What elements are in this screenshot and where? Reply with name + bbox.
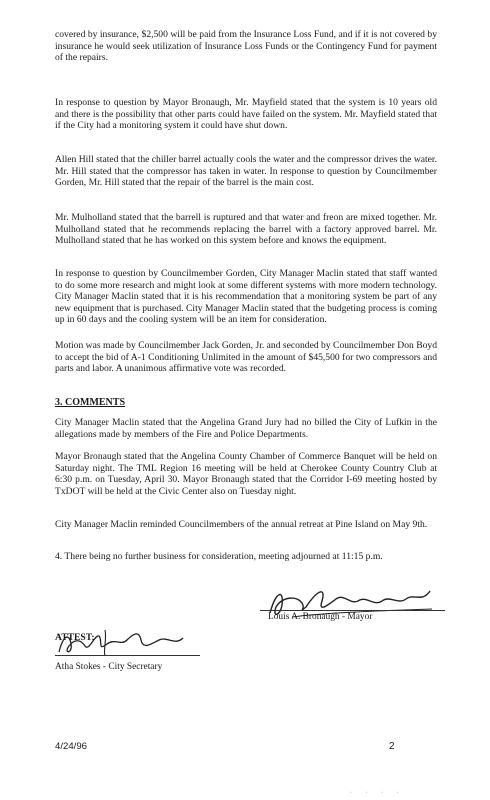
paragraph-system-age: In response to question by Mayor Bronaugh, Mr. Mayfield stated that the system is 10 years old and there is the possibility that other parts could have failed on the system. Mr. Mayfield stated that if the City had a monitoring system it could have shut down. — [55, 97, 437, 132]
attest-label: ATTEST: — [55, 632, 95, 643]
paragraph-mulholland: Mr. Mulholland stated that the barrell is ruptured and that water and freon are mixed together. Mr. Mulholland stated that he recommends replacing the barrel with a factory approved barrel. Mr. Mulholland stated that he has worked on this system before and knows the equipment. — [55, 212, 437, 247]
section-heading-comments: 3. COMMENTS — [55, 397, 125, 408]
mayor-signature-line — [260, 610, 445, 611]
paragraph-grand-jury: City Manager Maclin stated that the Angelina Grand Jury had no billed the City of Lufkin in the allegations made by members of the Fire and Police Departments. — [55, 417, 437, 440]
paragraph-adjourn: 4. There being no further business for consideration, meeting adjourned at 11:15 p.m. — [55, 551, 383, 562]
paragraph-motion: Motion was made by Councilmember Jack Gorden, Jr. and seconded by Councilmember Don Boyd to accept the bid of A-1 Conditioning Unlimited in the amount of $45,500 for two compressors and parts and labor. A unanimous affirmative vote was recorded. — [55, 340, 437, 375]
paragraph-allen-hill: Allen Hill stated that the chiller barrel actually cools the water and the compressor drives the water. Mr. Hill stated that the compressor has taken in water. In response to question by Councilmember Gorden, Mr. Hill stated that the repair of the barrel is the main cost. — [55, 154, 437, 189]
footer-page-number: 2 — [389, 741, 395, 752]
scan-specks: · · · · — [350, 790, 405, 796]
paragraph-maclin-research: In response to question by Councilmember Gorden, City Manager Maclin stated that staff wanted to do some more research and might look at some different systems with more modern technology. City Manager Maclin stated that it is his recommendation that a monitoring system be part of any new equipment that is purchased. City Manager Maclin stated that the budgeting process is coming up in 60 days and the cooling system will be an item for consideration. — [55, 268, 437, 326]
footer-date: 4/24/96 — [55, 741, 88, 752]
secretary-name: Atha Stokes - City Secretary — [55, 662, 163, 672]
paragraph-events: Mayor Bronaugh stated that the Angelina County Chamber of Commerce Banquet will be held on Saturday night. The TML Region 16 meeting will be held at Cherokee County Country Club at 6:30 p.m. on Tuesday, April 30. Mayor Bronaugh stated that the Corridor I-69 meeting hosted by TxDOT will be held at the Civic Center also on Tuesday night. — [55, 451, 437, 497]
paragraph-retreat: City Manager Maclin reminded Councilmembers of the annual retreat at Pine Island on May 9th. — [55, 519, 428, 530]
mayor-name: Louis A. Bronaugh - Mayor — [268, 612, 373, 622]
paragraph-insurance: covered by insurance, $2,500 will be paid from the Insurance Loss Fund, and if it is not covered by insurance he would seek utilization of Insurance Loss Funds or the Contingency Fund for payment of the repairs. — [55, 29, 437, 64]
secretary-signature-line — [55, 655, 200, 656]
mayor-signature — [262, 583, 442, 629]
